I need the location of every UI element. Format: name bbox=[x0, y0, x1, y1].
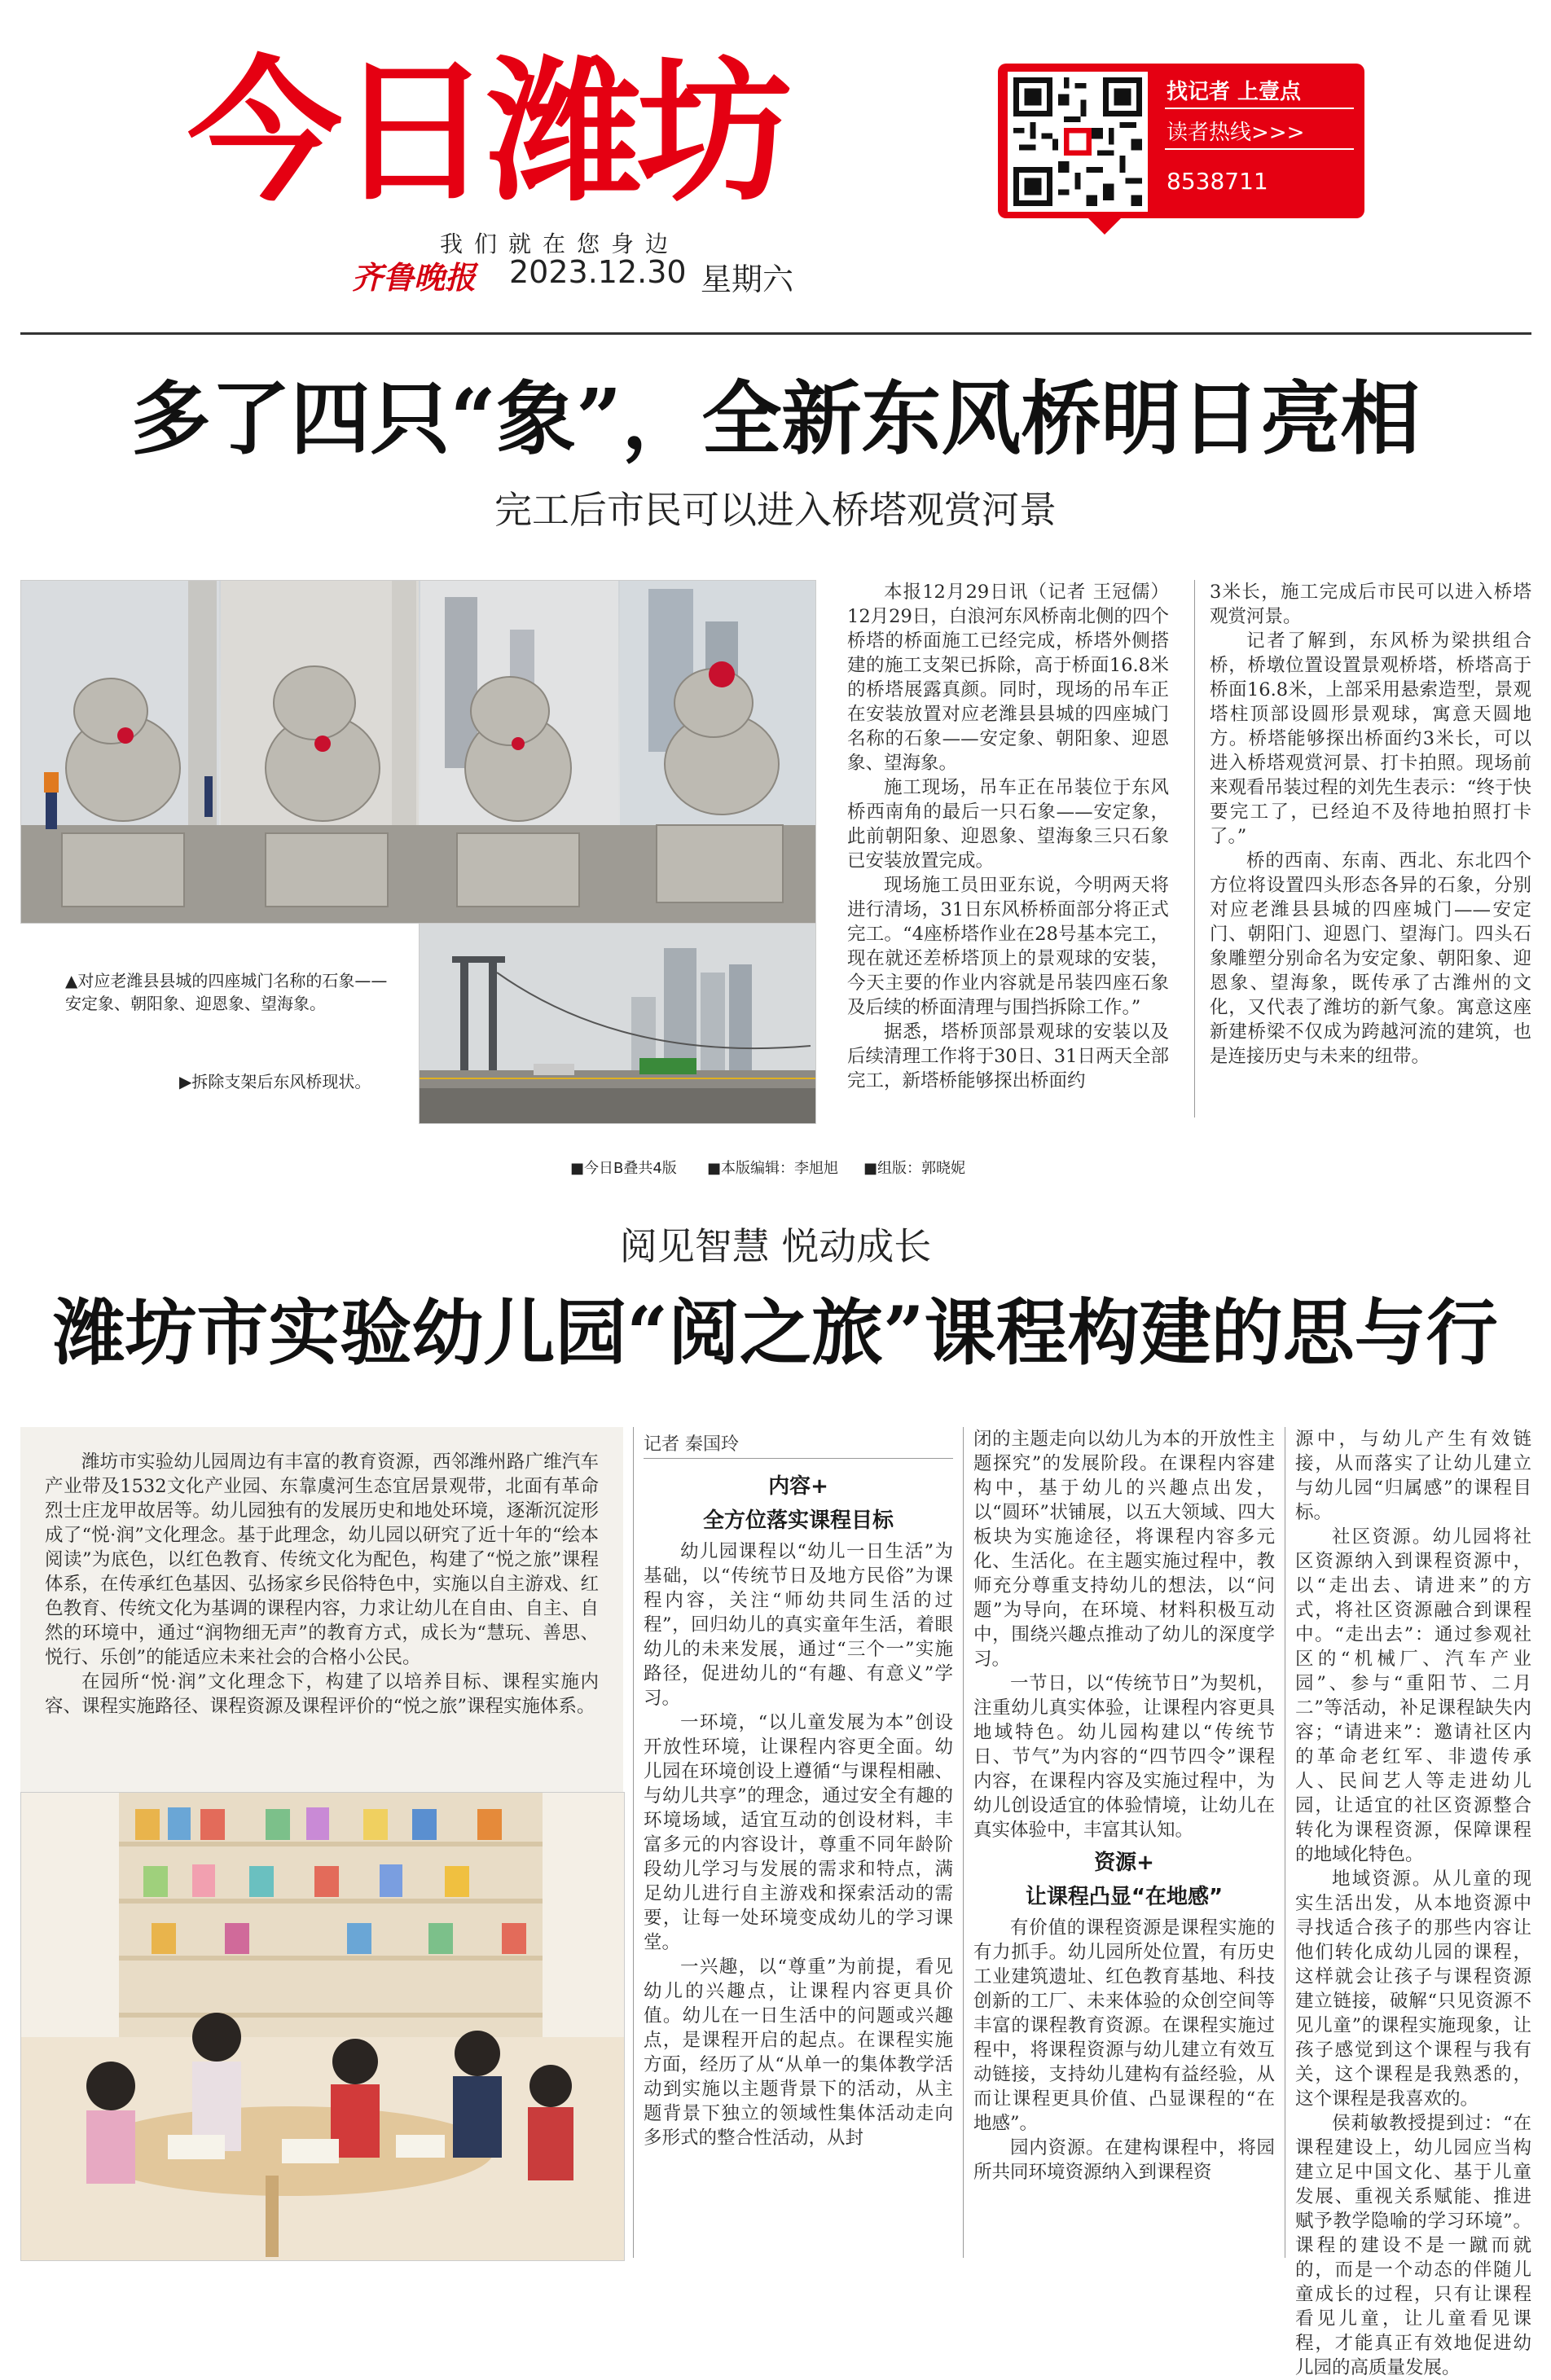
kindergarten-reading-photo bbox=[20, 1792, 625, 2261]
issue-date: 2023.12.30 bbox=[509, 254, 687, 290]
paragraph: 3米长，施工完成后市民可以进入桥塔观赏河景。 bbox=[1210, 582, 1531, 627]
bridge-photo-caption: ▶拆除支架后东风桥现状。 bbox=[179, 1072, 371, 1091]
story1-headline: 多了四只“象”，全新东风桥明日亮相 bbox=[130, 372, 1421, 466]
story2-byline: 记者 秦国玲 bbox=[644, 1434, 739, 1455]
paragraph: 有价值的课程资源是课程实施的有力抓手。幼儿园所处位置，有历史工业建筑遗址、红色教育基地、科技创新的工厂、未来体验的众创空间等丰富的课程教育资源。在课程实施过程中，将课程资源与幼儿建立有效互动链接，支持幼儿建构有益经验，从而让课程更具价值、凸显课程的“在地感”。 bbox=[973, 1917, 1275, 2134]
masthead-slogan: 我们就在您身边 bbox=[440, 231, 680, 257]
paragraph: 一环境，“以儿童发展为本”创设开放性环境，让课程内容更全面。幼儿园在环境创设上遵循“与课程相融、与幼儿共享”的理念，通过安全有趣的环境场域，适宜互动的创设材料，丰富多元的内容设计，尊重不同年龄阶段幼儿学习与发展的需求和特点，满足幼儿进行自主游戏和探索活动的需要，让每一处环境变成幼儿的学习课堂。 bbox=[644, 1712, 953, 1953]
paragraph: 本报12月29日讯（记者 王冠儒）12月29日，白浪河东风桥南北侧的四个桥塔的桥面施工已经完成，桥塔外侧搭建的施工支架已拆除，高于桥面16.8米的桥塔展露真颜。同时，现场的吊车正在安装放置对应老潍县县城的四座城门名称的石象——安定象、朝阳象、迎恩象、望海象。 bbox=[847, 582, 1169, 774]
paragraph: 社区资源。幼儿园将社区资源纳入到课程资源中，以“走出去、请进来”的方式，将社区资源融合到课程中。“走出去”：通过参观社区的“机械厂、汽车产业园”、参与“重阳节、二月二”等活动，补足课程缺失内容；“请进来”：邀请社区内的革命老红军、非遗传承人、民间艺人等走进幼儿园，让适宜的社区资源整合转化为课程资源，保障课程的地域化特色。 bbox=[1295, 1526, 1531, 1865]
masthead-title: 今日潍坊 bbox=[187, 42, 788, 222]
paragraph: 源中，与幼儿产生有效链接，从而落实了让幼儿建立与幼儿园“归属感”的课程目标。 bbox=[1295, 1429, 1531, 1523]
editor-credit: ■本版编辑：李旭旭 bbox=[707, 1160, 839, 1177]
paragraph: 一兴趣，以“尊重”为前提，看见幼儿的兴趣点，让课程内容更具价值。幼儿在一日生活中的问题或兴趣点，是课程开启的起点。在课程实施方面，经历了从“从单一的集体教学活动到实施以主题背景下的活动，从主题背景下独立的领域性集体活动走向多形式的整合性活动，从封 bbox=[644, 1956, 953, 2149]
story1-column-2 bbox=[1210, 580, 1531, 1122]
paragraph: 幼儿园课程以“幼儿一日生活”为基础，以“传统节日及地方民俗”为课程内容，关注“师幼共同生活的过程”，回归幼儿的真实童年生活，着眼幼儿的未来发展，通过“三个一”实施路径，促进幼儿的“有趣、有意义”学习。 bbox=[644, 1541, 953, 1709]
hotline-divider bbox=[1165, 108, 1354, 109]
paragraph: 施工现场，吊车正在吊装位于东风桥西南角的最后一只石象——安定象，此前朝阳象、迎恩象、望海象三只石象已安装放置完成。 bbox=[847, 777, 1169, 872]
paragraph: 侯莉敏教授提到过：“在课程建设上，幼儿园应当构建立足中国文化、基于儿童发展、重视关系赋能、推进赋予教学隐喻的学习环境”。课程的建设不是一蹴而就的，而是一个动态的伴随儿童成长的过程，只有让课程看见儿童，让儿童看见课程，才能真正有效地促进幼儿园的高质量发展。 bbox=[1295, 2113, 1531, 2378]
column-divider bbox=[1194, 580, 1195, 1118]
newspaper-brand: 齐鲁晚报 bbox=[352, 259, 477, 296]
hotline-divider bbox=[1165, 148, 1354, 150]
section2-label: 资源+ bbox=[1094, 1851, 1154, 1875]
paragraph: 记者了解到，东风桥为梁拱组合桥，桥墩位置设置景观桥塔，桥塔高于桥面16.8米，上部采用悬索造型，景观塔柱顶部设圆形景观球，寓意天圆地方。桥塔能够探出桥面约3米长，可以进入桥塔观赏河景、打卡拍照。现场前来观看吊装过程的刘先生表示：“终于快要完工了，已经迫不及待地拍照打卡了。” bbox=[1210, 630, 1531, 847]
paragraph: 现场施工员田亚东说，今明两天将进行清场，31日东风桥桥面部分将正式完工。“4座桥塔作业在28号基本完工，现在就还差桥塔顶上的景观球的安装，今天主要的作业内容就是吊装四座石象及后续的桥面清理与围挡拆除工作。” bbox=[847, 875, 1169, 1018]
story1-subhead: 完工后市民可以进入桥塔观赏河景 bbox=[494, 488, 1057, 532]
masthead-rule bbox=[20, 332, 1531, 335]
story2-column-c bbox=[1295, 1427, 1531, 2378]
elephant-photo-caption: ▲对应老潍县县城的四座城门名称的石象——安定象、朝阳象、迎恩象、望海象。 bbox=[65, 971, 388, 1013]
column-divider bbox=[633, 1427, 634, 2258]
section2-title: 让课程凸显“在地感” bbox=[1025, 1885, 1224, 1909]
paragraph: 地域资源。从儿童的现实生活出发，从本地资源中寻找适合孩子的那些内容让他们转化成幼儿园的课程，这样就会让孩子与课程资源建立链接，破解“只见资源不见儿童”的课程实施现象，让孩子感觉到这个课程与我有关，这个课程是我熟悉的，这个课程是我喜欢的。 bbox=[1295, 1868, 1531, 2110]
bridge-photo bbox=[419, 923, 816, 1124]
hotline-slogan: 找记者 上壹点 bbox=[1167, 80, 1302, 104]
paragraph: 桥的西南、东南、西北、东北四个方位将设置四头形态各异的石象，分别对应老潍县县城的四座城门——安定门、朝阳门、迎恩门、望海门。四头石象雕塑分别命名为安定象、朝阳象、迎恩象、望海象，既传承了古潍州的文化，又代表了潍坊的新气象。寓意这座新建桥梁不仅成为跨越河流的建筑，也是连接历史与未来的纽带。 bbox=[1210, 850, 1531, 1067]
edition-credit: ■今日B叠共4版 bbox=[570, 1160, 677, 1177]
section1-label: 内容+ bbox=[768, 1474, 828, 1499]
story2-column-a bbox=[644, 1466, 953, 2260]
qr-code-icon[interactable] bbox=[1008, 72, 1148, 212]
hotline-box-tail bbox=[1083, 213, 1126, 235]
elephant-statues-photo bbox=[20, 580, 816, 924]
section1-title: 全方位落实课程目标 bbox=[702, 1508, 894, 1533]
story2-intro bbox=[45, 1450, 599, 1784]
story2-kicker: 阅见智慧 悦动成长 bbox=[619, 1224, 932, 1268]
hotline-number: 8538711 bbox=[1167, 168, 1268, 195]
byline-rule bbox=[644, 1458, 953, 1459]
paragraph: 园内资源。在建构课程中，将园所共同环境资源纳入到课程资 bbox=[973, 2137, 1275, 2183]
layout-credit: ■组版：郭晓妮 bbox=[863, 1160, 966, 1177]
paragraph: 一节日，以“传统节日”为契机，注重幼儿真实体验，让课程内容更具地域特色。幼儿园构建以“传统节日、节气”为内容的“四节四令”课程内容，在课程内容及实施过程中，为幼儿创设适宜的体验情境，让幼儿在真实体验中，丰富其认知。 bbox=[973, 1673, 1275, 1841]
story2-column-b bbox=[973, 1427, 1275, 2259]
paragraph: 据悉，塔桥顶部景观球的安装以及后续清理工作将于30日、31日两天全部完工，新塔桥能够探出桥面约 bbox=[847, 1021, 1169, 1091]
hotline-label: 读者热线>>> bbox=[1167, 121, 1305, 145]
story2-headline: 潍坊市实验幼儿园“阅之旅”课程构建的思与行 bbox=[53, 1290, 1498, 1375]
paragraph: 在园所“悦·润”文化理念下，构建了以培养目标、课程实施内容、课程实施路径、课程资源及课程评价的“悦之旅”课程实施体系。 bbox=[45, 1671, 599, 1717]
issue-weekday: 星期六 bbox=[701, 261, 794, 297]
column-divider bbox=[963, 1427, 964, 2258]
story1-column-1 bbox=[847, 580, 1169, 1122]
paragraph: 潍坊市实验幼儿园周边有丰富的教育资源，西邻潍州路广维汽车产业带及1532文化产业园、东靠虞河生态宜居景观带，北面有革命烈士庄龙甲故居等。幼儿园独有的发展历史和地处环境，逐渐沉淀形成了“悦·润”文化理念。基于此理念，幼儿园以研究了近十年的“绘本阅读”为底色，以红色教育、传统文化为配色，构建了“悦之旅”课程体系，在传承红色基因、弘扬家乡民俗特色中，实施以自主游戏、红色教育、传统文化为基调的课程内容，力求让幼儿在自由、自主、自然的环境中，通过“润物细无声”的教育方式，成长为“慧玩、善思、悦行、乐创”的能适应未来社会的合格小公民。 bbox=[45, 1451, 599, 1668]
paragraph: 闭的主题走向以幼儿为本的开放性主题探究”的发展阶段。在课程内容建构中，基于幼儿的兴趣点出发，以“圆环”状铺展，以五大领域、四大板块为实施途径，将课程内容多元化、生活化。在主题实施过程中，教师充分尊重支持幼儿的想法，以“问题”为导向，在环境、材料积极互动中，围绕兴趣点推动了幼儿的深度学习。 bbox=[973, 1429, 1275, 1670]
